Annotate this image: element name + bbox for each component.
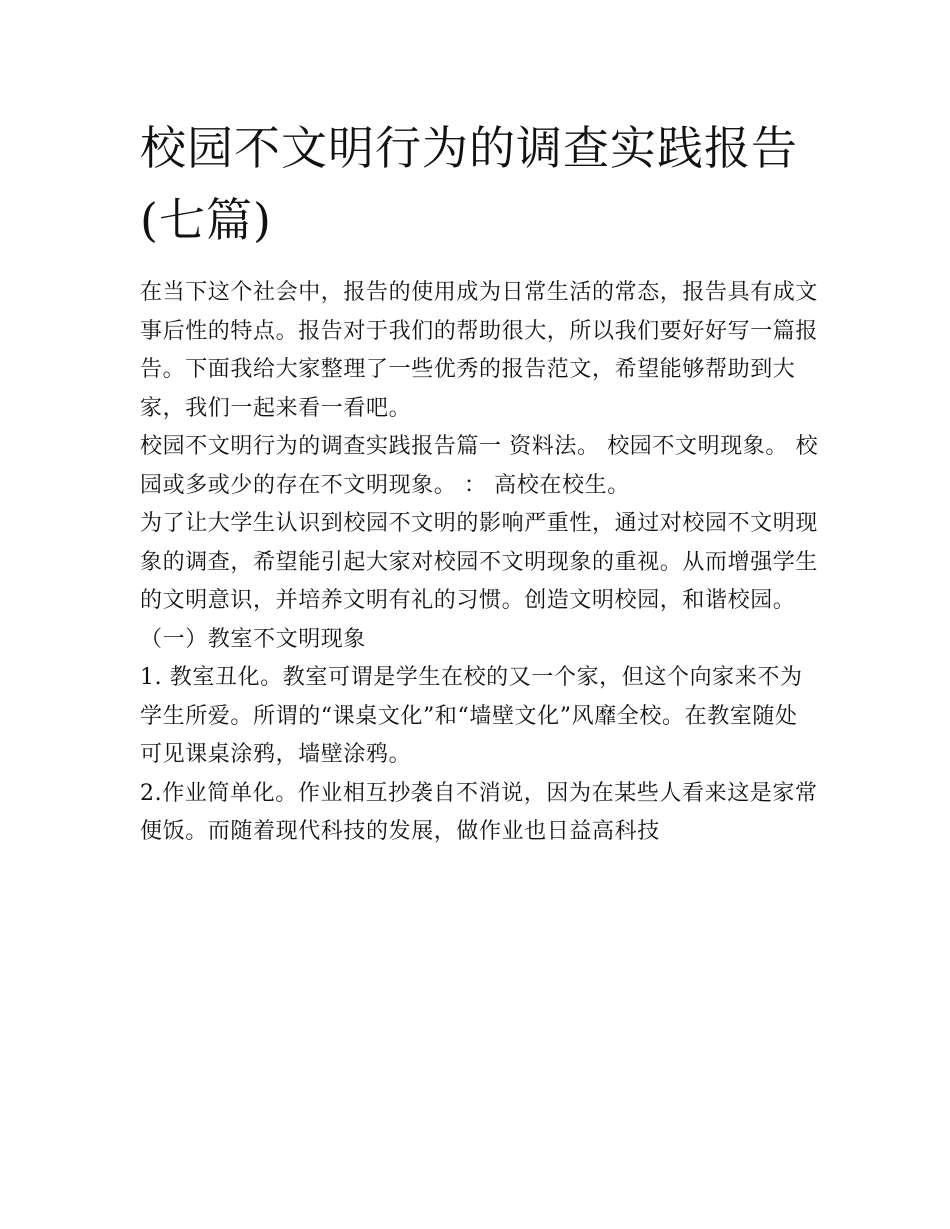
section-one-heading-paragraph: 校园不文明行为的调查实践报告篇一 资料法。 校园不文明现象。 校园或多或少的存在不文明现象。 ： 高校在校生。 <box>140 434 819 498</box>
document-title: 校园不文明行为的调查实践报告(七篇) <box>140 121 798 247</box>
subsection-heading: （一）教室不文明现象 <box>140 626 367 652</box>
intro-paragraph: 在当下这个社会中，报告的使用成为日常生活的常态，报告具有成文事后性的特点。报告对于我们的帮助很大，所以我们要好好写一篇报告。下面我给大家整理了一些优秀的报告范文，希望能够帮助到大家，我们一起来看一看吧。 <box>140 280 819 421</box>
list-item-2: 2.作业简单化。作业相互抄袭自不消说，因为在某些人看来这是家常便饭。而随着现代科技的发展，做作业也日益高科技 <box>140 780 818 844</box>
purpose-paragraph: 为了让大学生认识到校园不文明的影响严重性，通过对校园不文明现象的调查，希望能引起大家对校园不文明现象的重视。从而增强学生的文明意识，并培养文明有礼的习惯。创造文明校园，和谐校园。 <box>140 511 819 613</box>
document-page <box>140 112 820 852</box>
list-item-1: 1. 教室丑化。教室可谓是学生在校的又一个家，但这个向家来不为学生所爱。所谓的“课桌文化”和“墙壁文化”风靡全校。在教室随处可见课桌涂鸦，墙壁涂鸦。 <box>140 665 803 767</box>
